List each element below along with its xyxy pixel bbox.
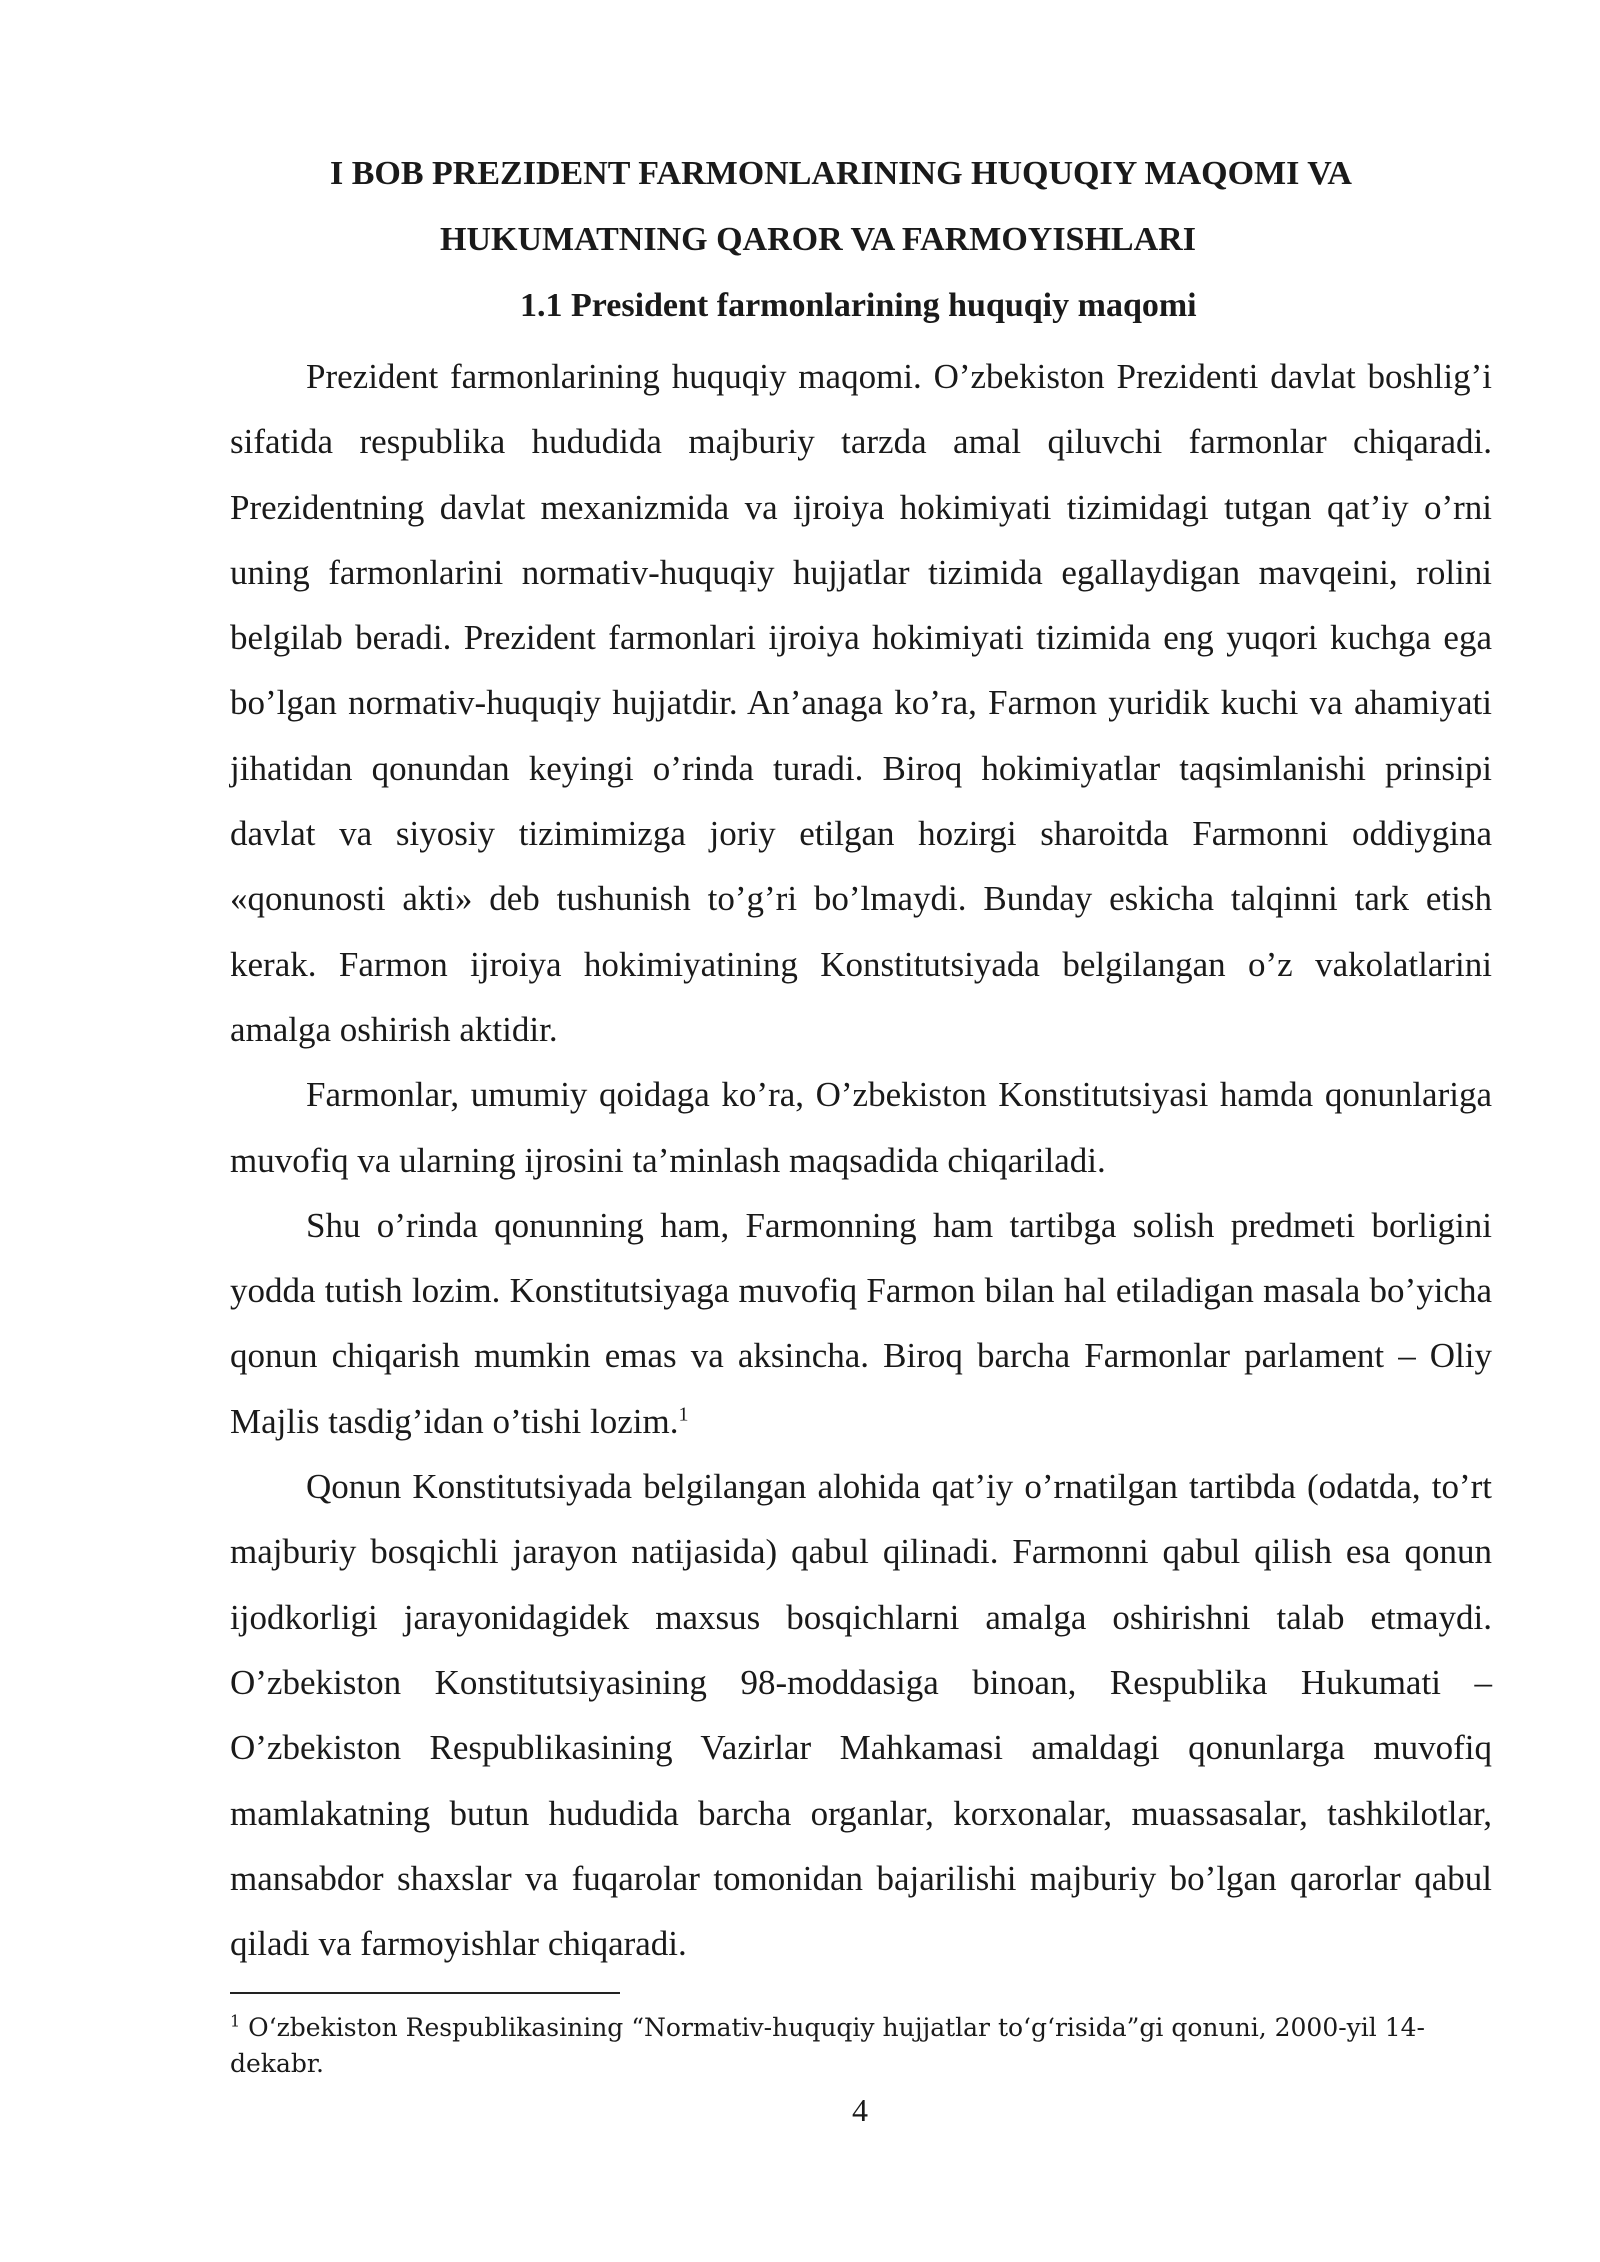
paragraph-2: Farmonlar, umumiy qoidaga ko’ra, O’zbekiston Konstitutsiyasi hamda qonunlariga muvofiq va ularning ijrosini ta’minlash maqsadida chiqariladi. [230, 1075, 1492, 1180]
chapter-heading-line-2: HUKUMATNING QAROR VA FARMOYISHLARI [440, 221, 1196, 258]
footnote-separator [230, 1992, 620, 1994]
footnote-reference[interactable]: 1 [678, 1403, 689, 1426]
chapter-heading-line-1: I BOB PREZIDENT FARMONLARINING HUQUQIY MAQOMI VA [330, 155, 1352, 192]
section-title: 1.1 President farmonlarining huquqiy maqomi [520, 287, 1197, 324]
body-text [230, 344, 1492, 1976]
paragraph-1: Prezident farmonlarining huquqiy maqomi. O’zbekiston Prezidenti davlat boshlig’i sifatida respublika hududida majburiy tarzda amal qiluvchi farmonlar chiqaradi. Prezidentning davlat mexanizmida va ijroiya hokimiyati tizimidagi tutgan qat’iy o’rni uning farmonlarini normativ-huquqiy hujjatlar tizimida egallaydigan mavqeini, rolini belgilab beradi. Prezident farmonlari ijroiya hokimiyati tizimida eng yuqori kuchga ega bo’lgan normativ-huquqiy hujjatdir. An’anaga ko’ra, Farmon yuridik kuchi va ahamiyati jihatidan qonundan keyingi o’rinda turadi. Biroq hokimiyatlar taqsimlanishi prinsipi davlat va siyosiy tizimimizga joriy etilgan hozirgi sharoitda Farmonni oddiygina «qonunosti akti» deb tushunish to’g’ri bo’lmaydi. Bunday eskicha talqinni tark etish kerak. Farmon ijroiya hokimiyatining Konstitutsiyada belgilangan o’z vakolatlarini amalga oshirish aktidir. [230, 357, 1492, 1049]
paragraph-4: Qonun Konstitutsiyada belgilangan alohida qat’iy o’rnatilgan tartibda (odatda, to’rt majburiy bosqichli jarayon natijasida) qabul qilinadi. Farmonni qabul qilish esa qonun ijodkorligi jarayonidagidek maxsus bosqichlarni amalga oshirishni talab etmaydi. O’zbekiston Konstitutsiyasining 98-moddasiga binoan, Respublika Hukumati – O’zbekiston Respublikasining Vazirlar Mahkamasi amaldagi qonunlarga muvofiq mamlakatning butun hududida barcha organlar, korxonalar, muassasalar, tashkilotlar, mansabdor shaxslar va fuqarolar tomonidan bajarilishi majburiy bo’lgan qarorlar qabul qiladi va farmoyishlar chiqaradi. [230, 1467, 1492, 1964]
paragraph-3 [230, 1193, 1492, 1454]
footnote-text: O‘zbekiston Respublikasining “Normativ-huquqiy hujjatlar to‘g‘risida”gi qonuni, 2000-yil 14-dekabr. [230, 2013, 1425, 2078]
footnote [230, 2010, 1492, 2082]
footnote-number: 1 [230, 2011, 241, 2031]
paragraph-3-text: Shu o’rinda qonunning ham, Farmonning ham tartibga solish predmeti borligini yodda tutish lozim. Konstitutsiyaga muvofiq Farmon bilan hal etiladigan masala bo’yicha qonun chiqarish mumkin emas va aksincha. Biroq barcha Farmonlar parlament – Oliy Majlis tasdig’idan o’tishi lozim. [230, 1205, 1492, 1441]
page-number: 4 [852, 2092, 868, 2128]
